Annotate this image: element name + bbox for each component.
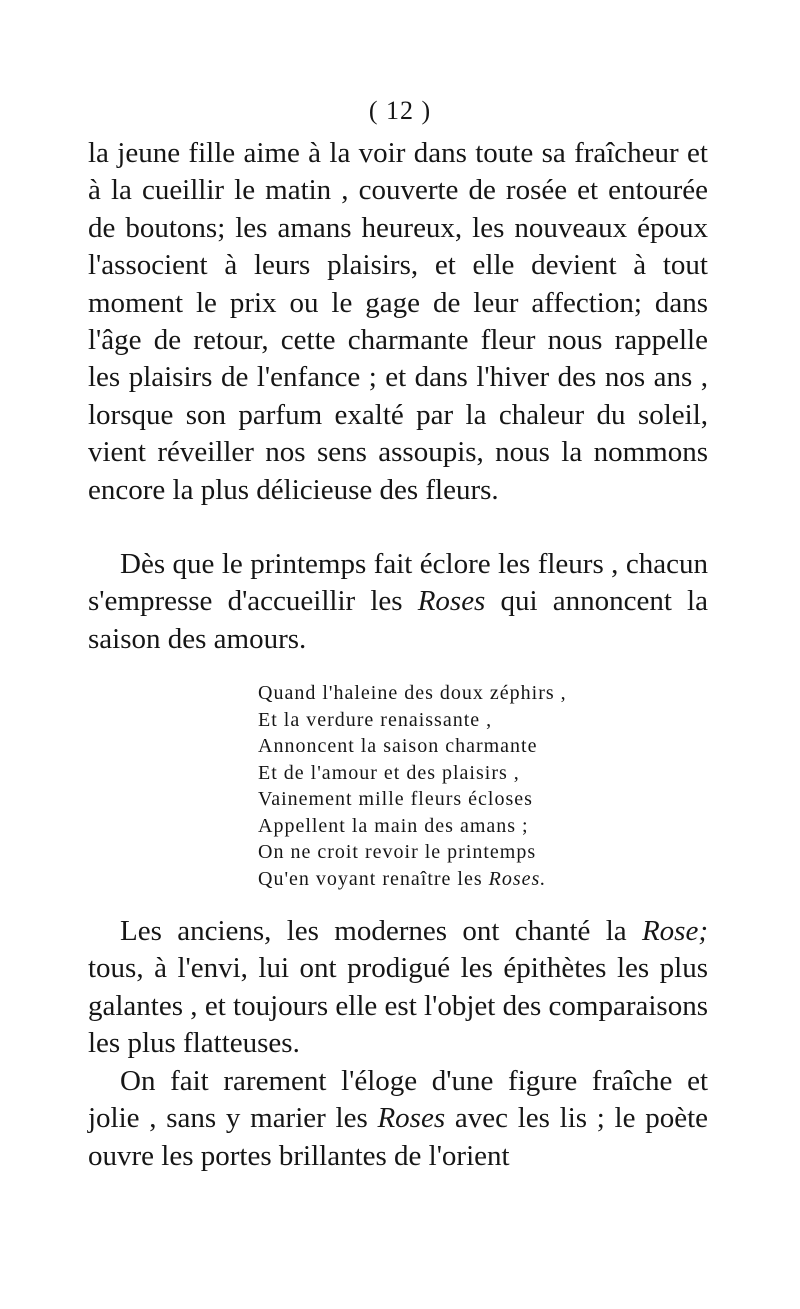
paragraph-3-italic: Rose; — [641, 915, 708, 947]
paragraph-4-text — [88, 1063, 708, 1175]
paragraph-1 — [88, 135, 708, 509]
poem-line-8 — [258, 866, 567, 893]
paragraph-3 — [88, 913, 708, 1063]
paragraph-2 — [88, 546, 708, 658]
paragraph-1-text: la jeune fille aime à la voir dans toute sa fraîcheur et à la cueillir le matin , couverte de rosée et entourée de boutons; les amans heureux, les nouveaux époux l'associent à leurs plaisirs, et elle devient à tout moment le prix ou le gage de leur affection; dans l'âge de retour, cette charmante fleur nous rappelle les plaisirs de l'enfance ; et dans l'hiver des nos ans , lorsque son parfum exalté par la chaleur du soleil, vient réveiller nos sens assoupis, nous la nommons encore la plus délicieuse des fleurs. — [88, 137, 708, 506]
poem-line-8-before: Qu'en voyant renaître les — [258, 867, 489, 890]
poem-line-2: Et la verdure renaissante , — [258, 708, 493, 731]
paragraph-2-after: qui annoncent la saison des amours. — [88, 585, 708, 655]
paragraph-3-text — [88, 913, 708, 1063]
paragraph-4-italic: Roses — [377, 1102, 446, 1135]
page-number: ( 12 ) — [368, 96, 432, 125]
paragraph-3-before: Les anciens, les modernes ont chanté la — [120, 915, 642, 947]
paragraph-4-before: On fait rarement l'éloge d'une figure fraîche et jolie , sans y marier les — [88, 1065, 708, 1135]
paragraph-3-after: tous, à l'envi, lui ont prodigué les épithètes les plus galantes , et toujours elle est l'objet des comparaisons les plus flatteuses. — [88, 952, 708, 1060]
poem-line-6: Appellent la main des amans ; — [258, 814, 529, 837]
poem-line-3: Annoncent la saison charmante — [258, 735, 538, 757]
poem-line-8-italic: Roses. — [488, 867, 547, 890]
poem — [258, 680, 567, 892]
paragraph-4-after: avec les lis ; le poète ouvre les portes brillantes de l'orient — [88, 1102, 708, 1172]
poem-line-1: Quand l'haleine des doux zéphirs , — [258, 682, 567, 704]
paragraph-2-before: Dès que le printemps fait éclore les fleurs , chacun s'empresse d'accueillir les — [88, 548, 708, 618]
poem-line-7: On ne croit revoir le printemps — [258, 841, 537, 863]
paragraph-4 — [88, 1063, 708, 1175]
poem-line-4: Et de l'amour et des plaisirs , — [258, 761, 520, 784]
paragraph-2-text — [88, 546, 708, 658]
poem-line-5: Vainement mille fleurs écloses — [258, 788, 533, 810]
paragraph-2-italic: Roses — [417, 585, 486, 618]
